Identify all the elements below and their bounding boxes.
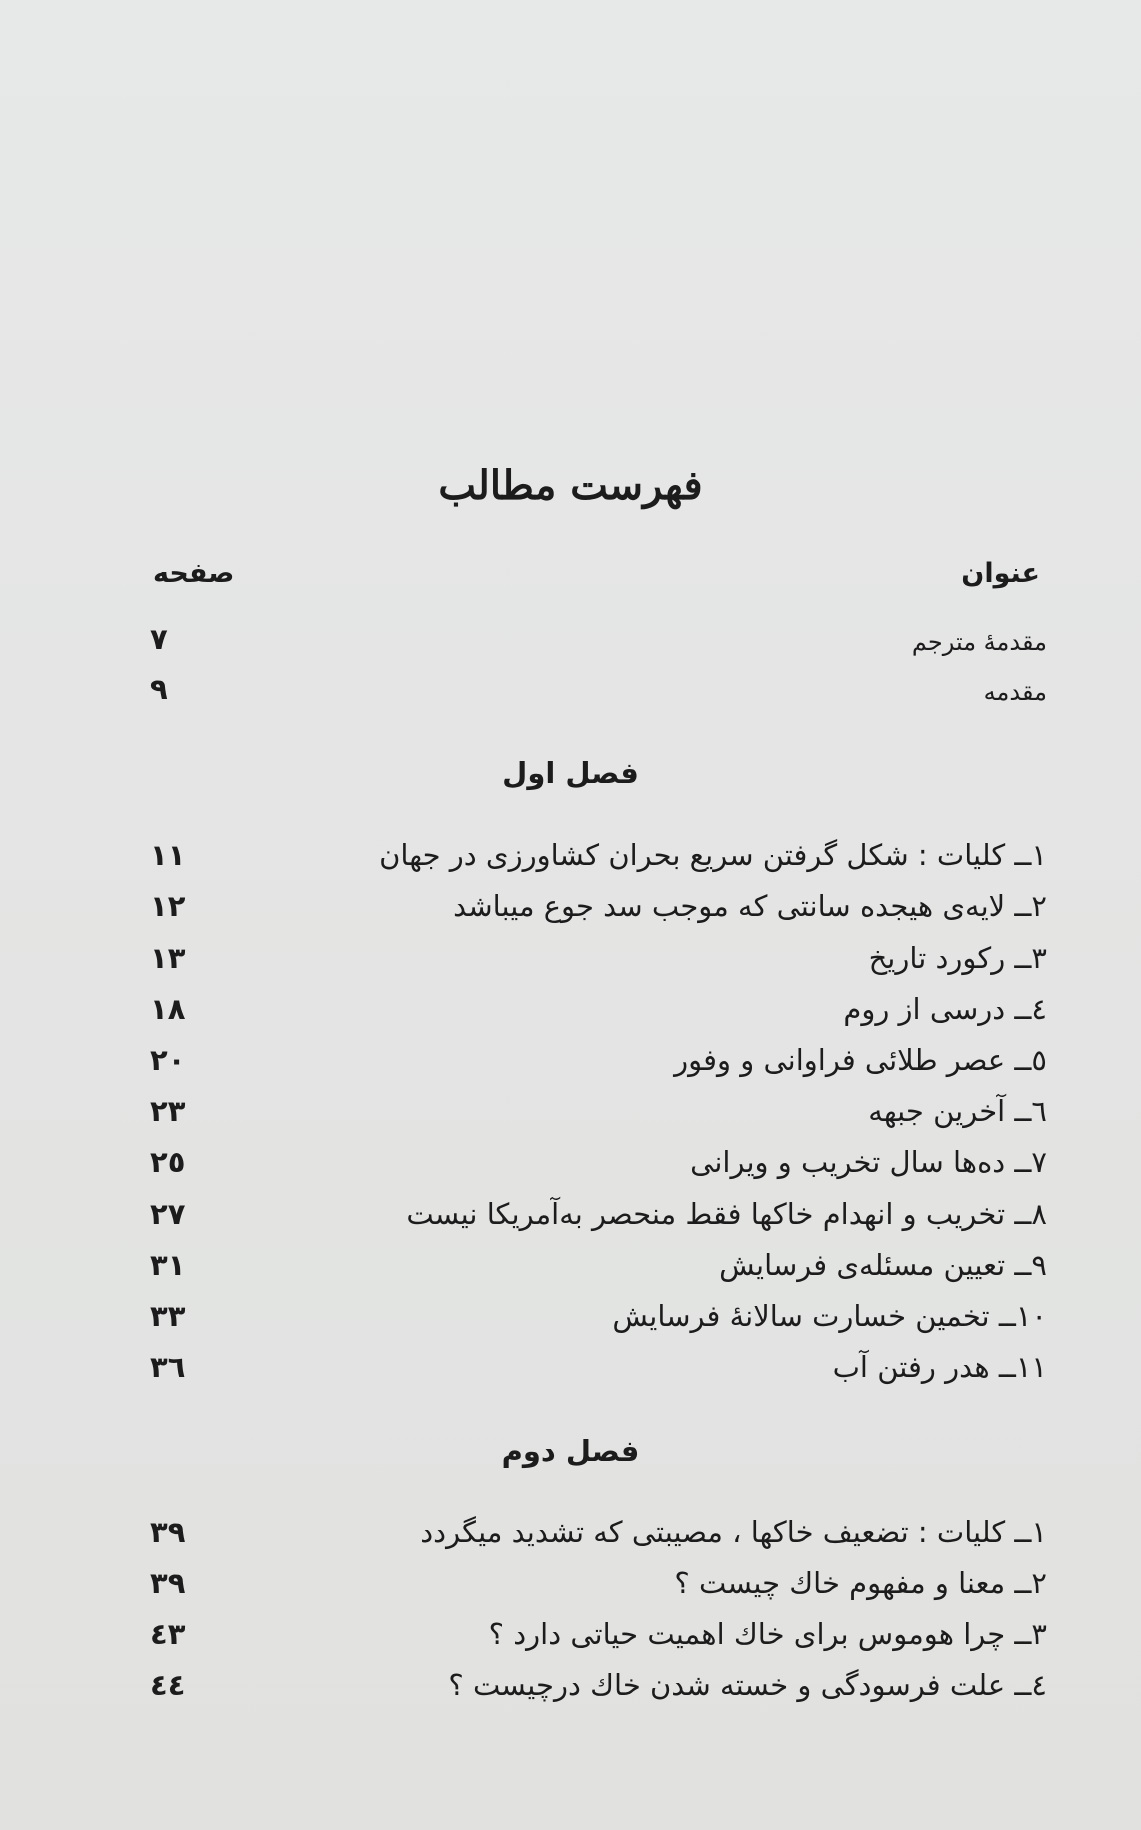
toc-entry — [150, 1287, 1047, 1337]
toc-entry-label: مقدمه — [983, 678, 1047, 706]
toc-entry — [150, 1236, 1047, 1286]
toc-entry-label: مقدمهٔ مترجم — [911, 628, 1047, 656]
toc-entry-page: ۱۸ — [150, 992, 186, 1026]
toc-entry — [150, 660, 1047, 710]
toc-entry — [150, 1656, 1047, 1706]
toc-entry-page: ۲۳ — [150, 1094, 186, 1128]
toc-entry-page: ۷ — [150, 622, 168, 656]
chapter-heading: فصل اول — [502, 756, 639, 790]
toc-entry-page: ۱۲ — [150, 889, 186, 923]
page-column-header: صفحه — [153, 558, 235, 589]
toc-entry-label: ۳ــ چرا هوموس برای خاك اهمیت حیاتی دارد ؟ — [488, 1617, 1047, 1651]
toc-entry — [150, 1605, 1047, 1655]
toc-entry-label: ۸ــ تخریب و انهدام خاکها فقط منحصر به‌آمریکا نیست — [406, 1197, 1047, 1231]
toc-entry-label: ۱ــ کلیات : شکل گرفتن سریع بحران کشاورزی در جهان — [379, 838, 1047, 872]
toc-entry-page: ٤۳ — [150, 1617, 186, 1651]
toc-entry-label: ۲ــ لایه‌ی هیجده سانتی که موجب سد جوع میباشد — [453, 889, 1047, 923]
toc-entry-label: ۱ــ کلیات : تضعیف خاکها ، مصیبتی که تشدید میگردد — [420, 1515, 1047, 1549]
chapter-heading: فصل دوم — [501, 1434, 640, 1468]
toc-entry-label: ۱۱ــ هدر رفتن آب — [832, 1350, 1047, 1384]
toc-entry — [150, 1082, 1047, 1132]
toc-entry — [150, 1503, 1047, 1553]
toc-entry — [150, 610, 1047, 660]
toc-entry-page: ۲۷ — [150, 1197, 186, 1231]
toc-entry-page: ٤٤ — [150, 1668, 186, 1702]
toc-entry-label: ٥ــ عصر طلائی فراوانی و وفور — [674, 1043, 1047, 1077]
title-column-header: عنوان — [961, 558, 1040, 589]
toc-entry-page: ۱۱ — [150, 838, 186, 872]
toc-entry — [150, 877, 1047, 927]
toc-entry-label: ۳ــ رکورد تاریخ — [868, 941, 1047, 975]
toc-entry-page: ۳۳ — [150, 1299, 186, 1333]
page-title: فهرست مطالب — [438, 462, 703, 509]
toc-entry — [150, 826, 1047, 876]
toc-entry-label: ٤ــ علت فرسودگی و خسته شدن خاك درچیست ؟ — [448, 1668, 1047, 1702]
toc-entry-label: ۷ــ ده‌ها سال تخریب و ویرانی — [690, 1145, 1047, 1179]
toc-entry — [150, 929, 1047, 979]
toc-entry-label: ٦ــ آخرین جبهه — [868, 1094, 1047, 1128]
toc-entry-label: ٤ــ درسی از روم — [843, 992, 1047, 1026]
toc-entry — [150, 980, 1047, 1030]
toc-entry-page: ۳۹ — [150, 1515, 186, 1549]
toc-entry-page: ۱۳ — [150, 941, 186, 975]
toc-entry-page: ۳٦ — [150, 1350, 186, 1384]
toc-entry-page: ۳۱ — [150, 1248, 186, 1282]
toc-entry — [150, 1338, 1047, 1388]
toc-entry — [150, 1133, 1047, 1183]
toc-entry-label: ۲ــ معنا و مفهوم خاك چیست ؟ — [674, 1566, 1047, 1600]
toc-entry — [150, 1185, 1047, 1235]
toc-entry-label: ۹ــ تعیین مسئله‌ی فرسایش — [719, 1248, 1047, 1282]
toc-entry-label: ۱۰ــ تخمین خسارت سالانهٔ فرسایش — [612, 1299, 1047, 1333]
toc-entry-page: ۲٥ — [150, 1145, 186, 1179]
toc-entry — [150, 1031, 1047, 1081]
toc-entry-page: ۲۰ — [150, 1043, 186, 1077]
toc-entry-page: ۳۹ — [150, 1566, 186, 1600]
toc-entry — [150, 1554, 1047, 1604]
toc-entry-page: ۹ — [150, 672, 168, 706]
